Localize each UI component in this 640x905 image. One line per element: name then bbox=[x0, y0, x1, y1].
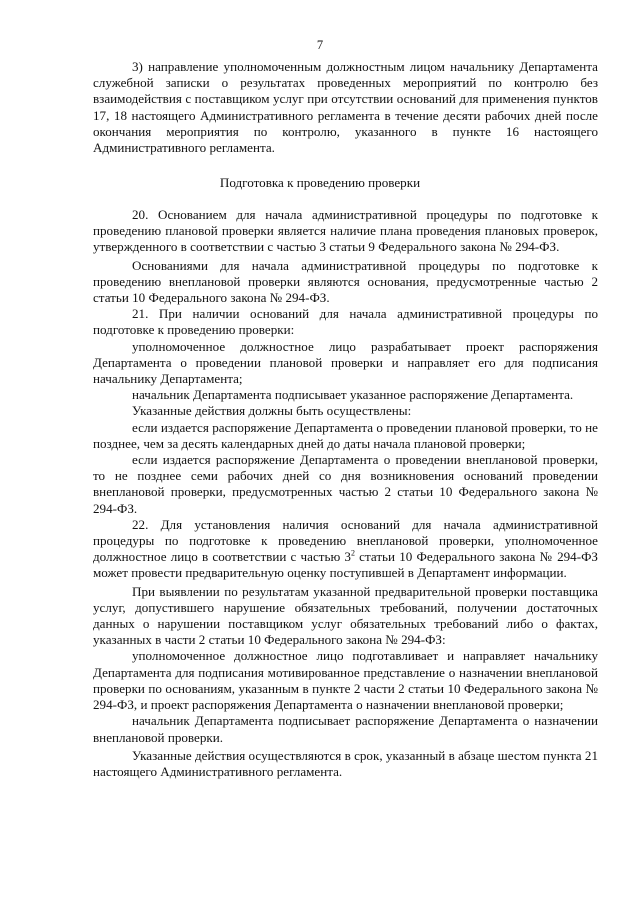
paragraph-21-deadline-1: если издается распоряжение Департамента о проведении плановой проверки, то не позднее, чем за десять календарных дней до даты начала плановой проверки; bbox=[93, 419, 598, 451]
paragraph-21: 21. При наличии оснований для начала административной процедуры по подготовке к проведению проверки: bbox=[93, 306, 598, 338]
paragraph-22-4: начальник Департамента подписывает распоряжение Департамента о назначении внеплановой проверки. bbox=[93, 713, 598, 745]
paragraph-22-2: При выявлении по результатам указанной предварительной проверки поставщика услуг, допустившего нарушение обязательных требований, получении достаточных данных о нарушении поставщиком услуг обязательных требований либо о фактах, указанных в части 2 статьи 10 Федерального закона № 294-ФЗ: bbox=[93, 583, 598, 648]
intro-paragraph: 3) направление уполномоченным должностным лицом начальнику Департамента служебной записки о результатах проведенных мероприятий по контролю без взаимодействия с поставщиком услуг при отсутствии оснований для применения пунктов 17, 18 настоящего Административного регламента в течение десяти рабочих дней после окончания мероприятия по контролю, указанного в пункте 16 настоящего Административного регламента. bbox=[93, 59, 598, 156]
paragraph-21-item-1: уполномоченное должностное лицо разрабатывает проект распоряжения Департамента о проведении плановой проверки и направляет его для подписания начальнику Департамента; bbox=[93, 338, 598, 387]
paragraph-21-deadline-2: если издается распоряжение Департамента о проведении внеплановой проверки, то не позднее семи рабочих дней со дня возникновения оснований проведении внеплановой проверки, предусмотренных частью 2 статьи 10 Федерального закона № 294-ФЗ. bbox=[93, 452, 598, 516]
paragraph-21-deadlines: Указанные действия должны быть осуществлены: bbox=[132, 403, 412, 419]
paragraph-22 bbox=[93, 517, 598, 582]
page-number: 7 bbox=[316, 38, 324, 52]
paragraph-21-item-2: начальник Департамента подписывает указанное распоряжение Департамента. bbox=[132, 387, 574, 403]
main-body bbox=[93, 207, 598, 780]
paragraph-22-text-a: 22. Для установления наличия оснований для начала административной процедуры по подготовке к проведению внеплановой проверки, уполномоченное должностное лицо в соответствии с частью 3 bbox=[93, 516, 598, 565]
paragraph-22-superscript: 2 bbox=[350, 548, 355, 558]
section-heading: Подготовка к проведению проверки bbox=[219, 175, 421, 190]
paragraph-22-text-b: статьи 10 Федерального закона № 294-ФЗ может провести предварительную оценку поступившей в Департамент информации. bbox=[93, 549, 598, 581]
paragraph-20-2: Основаниями для начала административной процедуры по подготовке к проведению внеплановой проверки являются основания, предусмотренные частью 2 статьи 10 Федерального закона № 294-ФЗ. bbox=[93, 257, 598, 306]
intro-block bbox=[93, 59, 598, 156]
paragraph-22-5: Указанные действия осуществляются в срок, указанный в абзаце шестом пункта 21 настоящего Административного регламента. bbox=[93, 747, 598, 779]
paragraph-22-3: уполномоченное должностное лицо подготавливает и направляет начальнику Департамента для подписания мотивированное представление о назначении внеплановой проверки по основаниям, указанным в пункте 2 части 2 статьи 10 Федерального закона № 294-ФЗ, и проект распоряжения Департамента о назначении внеплановой проверки; bbox=[93, 648, 598, 713]
paragraph-20: 20. Основанием для начала административной процедуры по подготовке к проведению плановой проверки является наличие плана проведения плановых проверок, утвержденного в соответствии с частью 3 статьи 9 Федерального закона № 294-ФЗ. bbox=[93, 207, 598, 255]
